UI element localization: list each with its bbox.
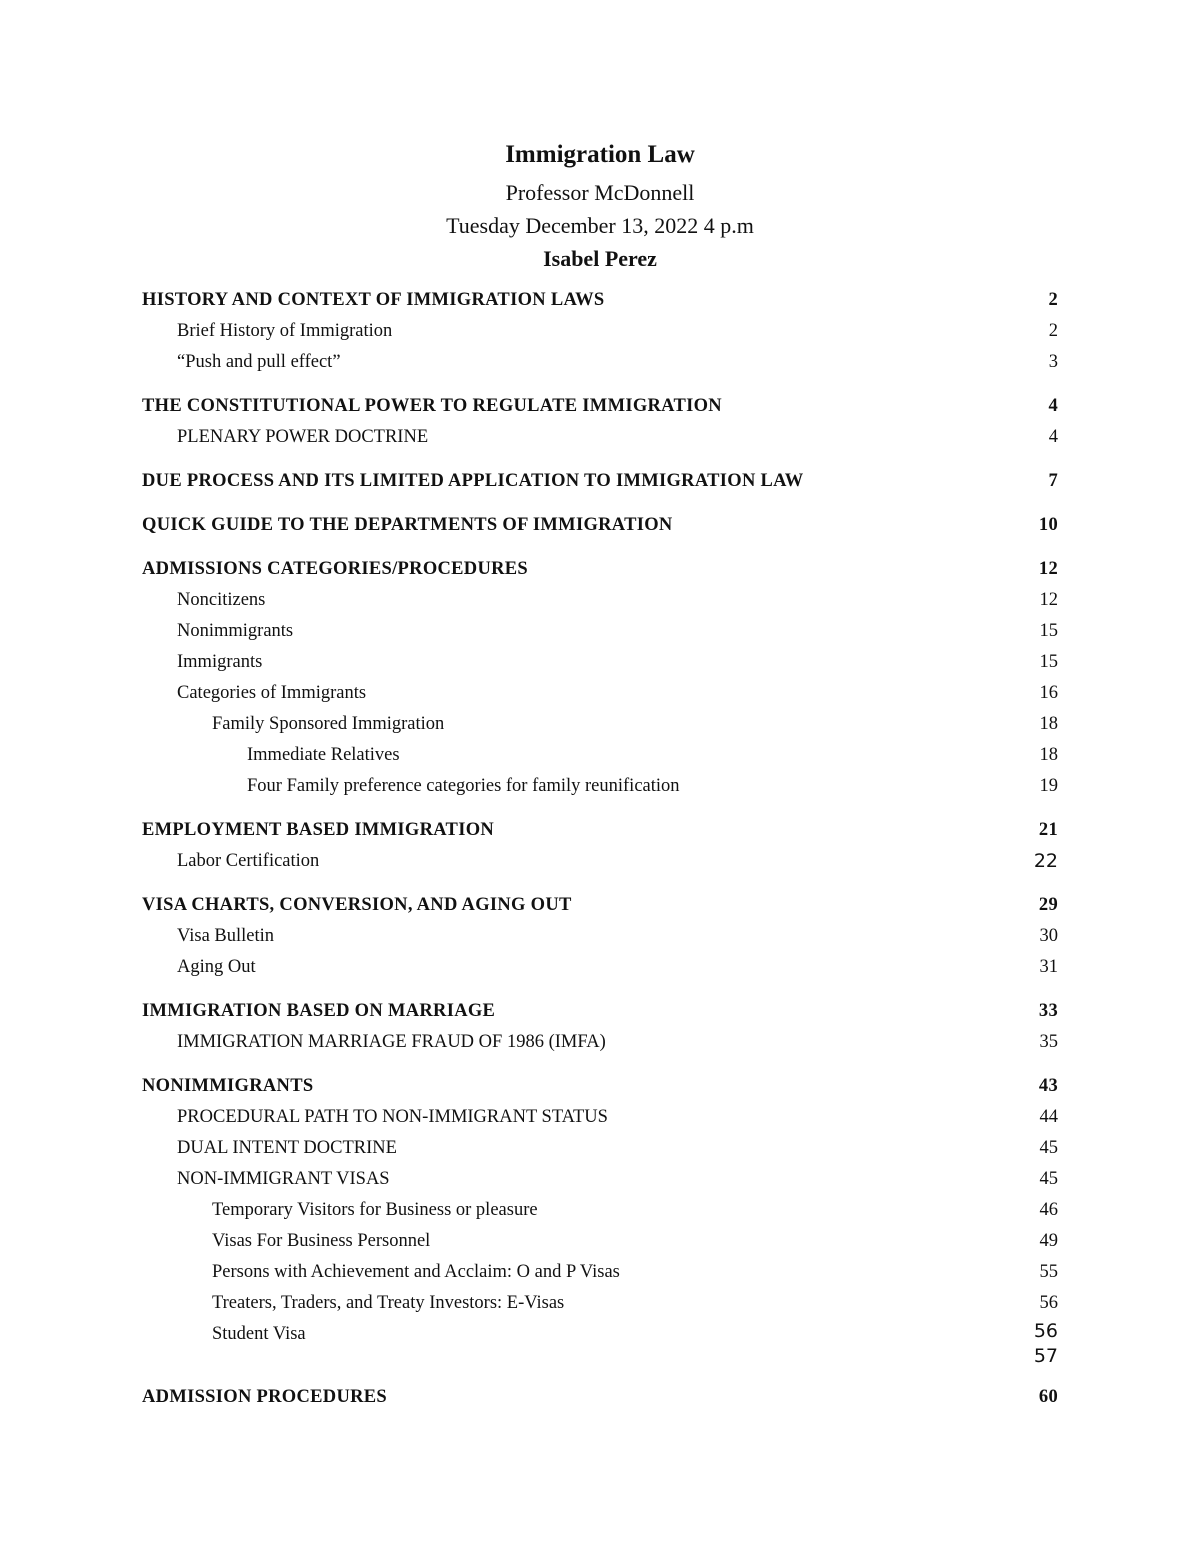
toc-entry-page-number: 4 [1048,427,1058,447]
toc-entry-label: Noncitizens [177,590,266,610]
toc-entry-label: Aging Out [177,957,256,977]
toc-entry-page-number: 12 [1039,590,1058,610]
toc-entry-label: THE CONSTITUTIONAL POWER TO REGULATE IMMIGRATION [142,396,722,416]
toc-entry-label: Visa Bulletin [177,926,275,946]
toc-entry-page-number: 2 [1048,290,1058,310]
toc-entry-page-number: 49 [1039,1231,1058,1251]
toc-entry-label: IMMIGRATION MARRIAGE FRAUD OF 1986 (IMFA) [177,1032,606,1052]
toc-subsection-entry[interactable] [142,1319,1058,1369]
toc-entry-page-number-continued: 57 [1033,1345,1058,1367]
toc-entry-label: PLENARY POWER DOCTRINE [177,427,429,447]
toc-entry-page-number: 18 [1039,714,1058,734]
toc-entry-page-number: 15 [1039,652,1058,672]
toc-subsection-entry[interactable] [142,347,1058,378]
toc-entry-page-number: 55 [1039,1262,1058,1282]
toc-entry-page-number: 45 [1039,1138,1058,1158]
toc-subsection-entry[interactable] [142,709,1058,740]
toc-entry-label: VISA CHARTS, CONVERSION, AND AGING OUT [142,895,572,915]
toc-entry-page-number: 16 [1039,683,1058,703]
toc-entry-label: HISTORY AND CONTEXT OF IMMIGRATION LAWS [142,290,605,310]
toc-section-entry[interactable] [142,554,1058,585]
toc-entry-label: Temporary Visitors for Business or pleasure [212,1200,538,1220]
toc-entry-label: IMMIGRATION BASED ON MARRIAGE [142,1001,496,1021]
toc-section-entry[interactable] [142,510,1058,541]
toc-entry-label: Nonimmigrants [177,621,294,641]
toc-subsection-entry[interactable] [142,771,1058,802]
toc-subsection-entry[interactable] [142,1226,1058,1257]
toc-subsection-entry[interactable] [142,678,1058,709]
toc-entry-page-number: 21 [1038,820,1058,840]
toc-section-entry[interactable] [142,1382,1058,1413]
toc-entry-label: “Push and pull effect” [177,352,341,372]
toc-subsection-entry[interactable] [142,1102,1058,1133]
toc-entry-page-number: 35 [1039,1032,1058,1052]
toc-entry-page-number: 56 [1039,1293,1058,1313]
toc-subsection-entry[interactable] [142,1027,1058,1058]
toc-entry-page-number: 3 [1048,352,1058,372]
toc-entry-page-number: 29 [1038,895,1058,915]
toc-subsection-entry[interactable] [142,1288,1058,1319]
toc-subsection-entry[interactable] [142,1195,1058,1226]
professor-name: Professor McDonnell [505,180,695,205]
toc-section-entry[interactable] [142,391,1058,422]
toc-entry-page-number: 44 [1039,1107,1058,1127]
toc-entry-page-number: 2 [1048,321,1058,341]
toc-entry-label: PROCEDURAL PATH TO NON-IMMIGRANT STATUS [177,1107,608,1127]
toc-subsection-entry[interactable] [142,1164,1058,1195]
toc-entry-page-number: 31 [1039,957,1058,977]
toc-entry-label: Immediate Relatives [247,745,400,765]
toc-subsection-entry[interactable] [142,616,1058,647]
toc-section-entry[interactable] [142,996,1058,1027]
toc-entry-page-number: 22 [1033,850,1058,872]
toc-entry-label: NONIMMIGRANTS [142,1076,314,1096]
toc-section-entry[interactable] [142,285,1058,316]
toc-entry-page-number: 18 [1039,745,1058,765]
toc-entry-page-number: 60 [1038,1387,1058,1407]
toc-entry-label: Immigrants [177,652,263,672]
toc-entry-page-number: 33 [1038,1001,1058,1021]
document-title: Immigration Law [505,141,695,168]
toc-subsection-entry[interactable] [142,740,1058,771]
toc-section-entry[interactable] [142,466,1058,497]
toc-entry-label: Brief History of Immigration [177,321,393,341]
toc-entry-label: Categories of Immigrants [177,683,367,703]
toc-entry-page-number: 56 [1033,1320,1058,1342]
toc-entry-label: DUE PROCESS AND ITS LIMITED APPLICATION TO IMMIGRATION LAW [142,471,804,491]
toc-entry-label: ADMISSION PROCEDURES [142,1387,387,1407]
toc-entry-label: Student Visa [212,1324,306,1344]
toc-entry-page-number [1034,1319,1058,1369]
toc-subsection-entry[interactable] [142,1257,1058,1288]
toc-subsection-entry[interactable] [142,952,1058,983]
toc-entry-label: DUAL INTENT DOCTRINE [177,1138,397,1158]
toc-entry-page-number: 7 [1048,471,1058,491]
toc-entry-label: QUICK GUIDE TO THE DEPARTMENTS OF IMMIGRATION [142,515,673,535]
toc-subsection-entry[interactable] [142,921,1058,952]
toc-entry-label: NON-IMMIGRANT VISAS [177,1169,390,1189]
toc-section-entry[interactable] [142,890,1058,921]
toc-entry-label: Persons with Achievement and Acclaim: O and P Visas [212,1262,620,1282]
toc-subsection-entry[interactable] [142,1133,1058,1164]
toc-entry-page-number: 10 [1038,515,1058,535]
toc-entry-label: Treaters, Traders, and Treaty Investors: E-Visas [212,1293,565,1313]
exam-date: Tuesday December 13, 2022 4 p.m [446,213,754,238]
toc-subsection-entry[interactable] [142,846,1058,877]
toc-subsection-entry[interactable] [142,422,1058,453]
toc-entry-page-number: 45 [1039,1169,1058,1189]
table-of-contents [142,285,1058,1413]
toc-entry-label: Four Family preference categories for family reunification [247,776,680,796]
toc-entry-page-number: 19 [1039,776,1058,796]
toc-section-entry[interactable] [142,1071,1058,1102]
toc-entry-label: Labor Certification [177,851,320,871]
toc-entry-label: Visas For Business Personnel [212,1231,431,1251]
toc-subsection-entry[interactable] [142,647,1058,678]
toc-entry-page-number: 15 [1039,621,1058,641]
author-name: Isabel Perez [543,246,657,271]
toc-subsection-entry[interactable] [142,585,1058,616]
toc-section-entry[interactable] [142,815,1058,846]
toc-entry-label: ADMISSIONS CATEGORIES/PROCEDURES [142,559,529,579]
toc-subsection-entry[interactable] [142,316,1058,347]
toc-entry-label: Family Sponsored Immigration [212,714,445,734]
toc-entry-page-number: 43 [1038,1076,1058,1096]
toc-entry-label: EMPLOYMENT BASED IMMIGRATION [142,820,495,840]
toc-entry-page-number: 30 [1039,926,1058,946]
toc-entry-page-number: 4 [1048,396,1058,416]
toc-entry-page-number: 12 [1038,559,1058,579]
toc-entry-page-number: 46 [1039,1200,1058,1220]
